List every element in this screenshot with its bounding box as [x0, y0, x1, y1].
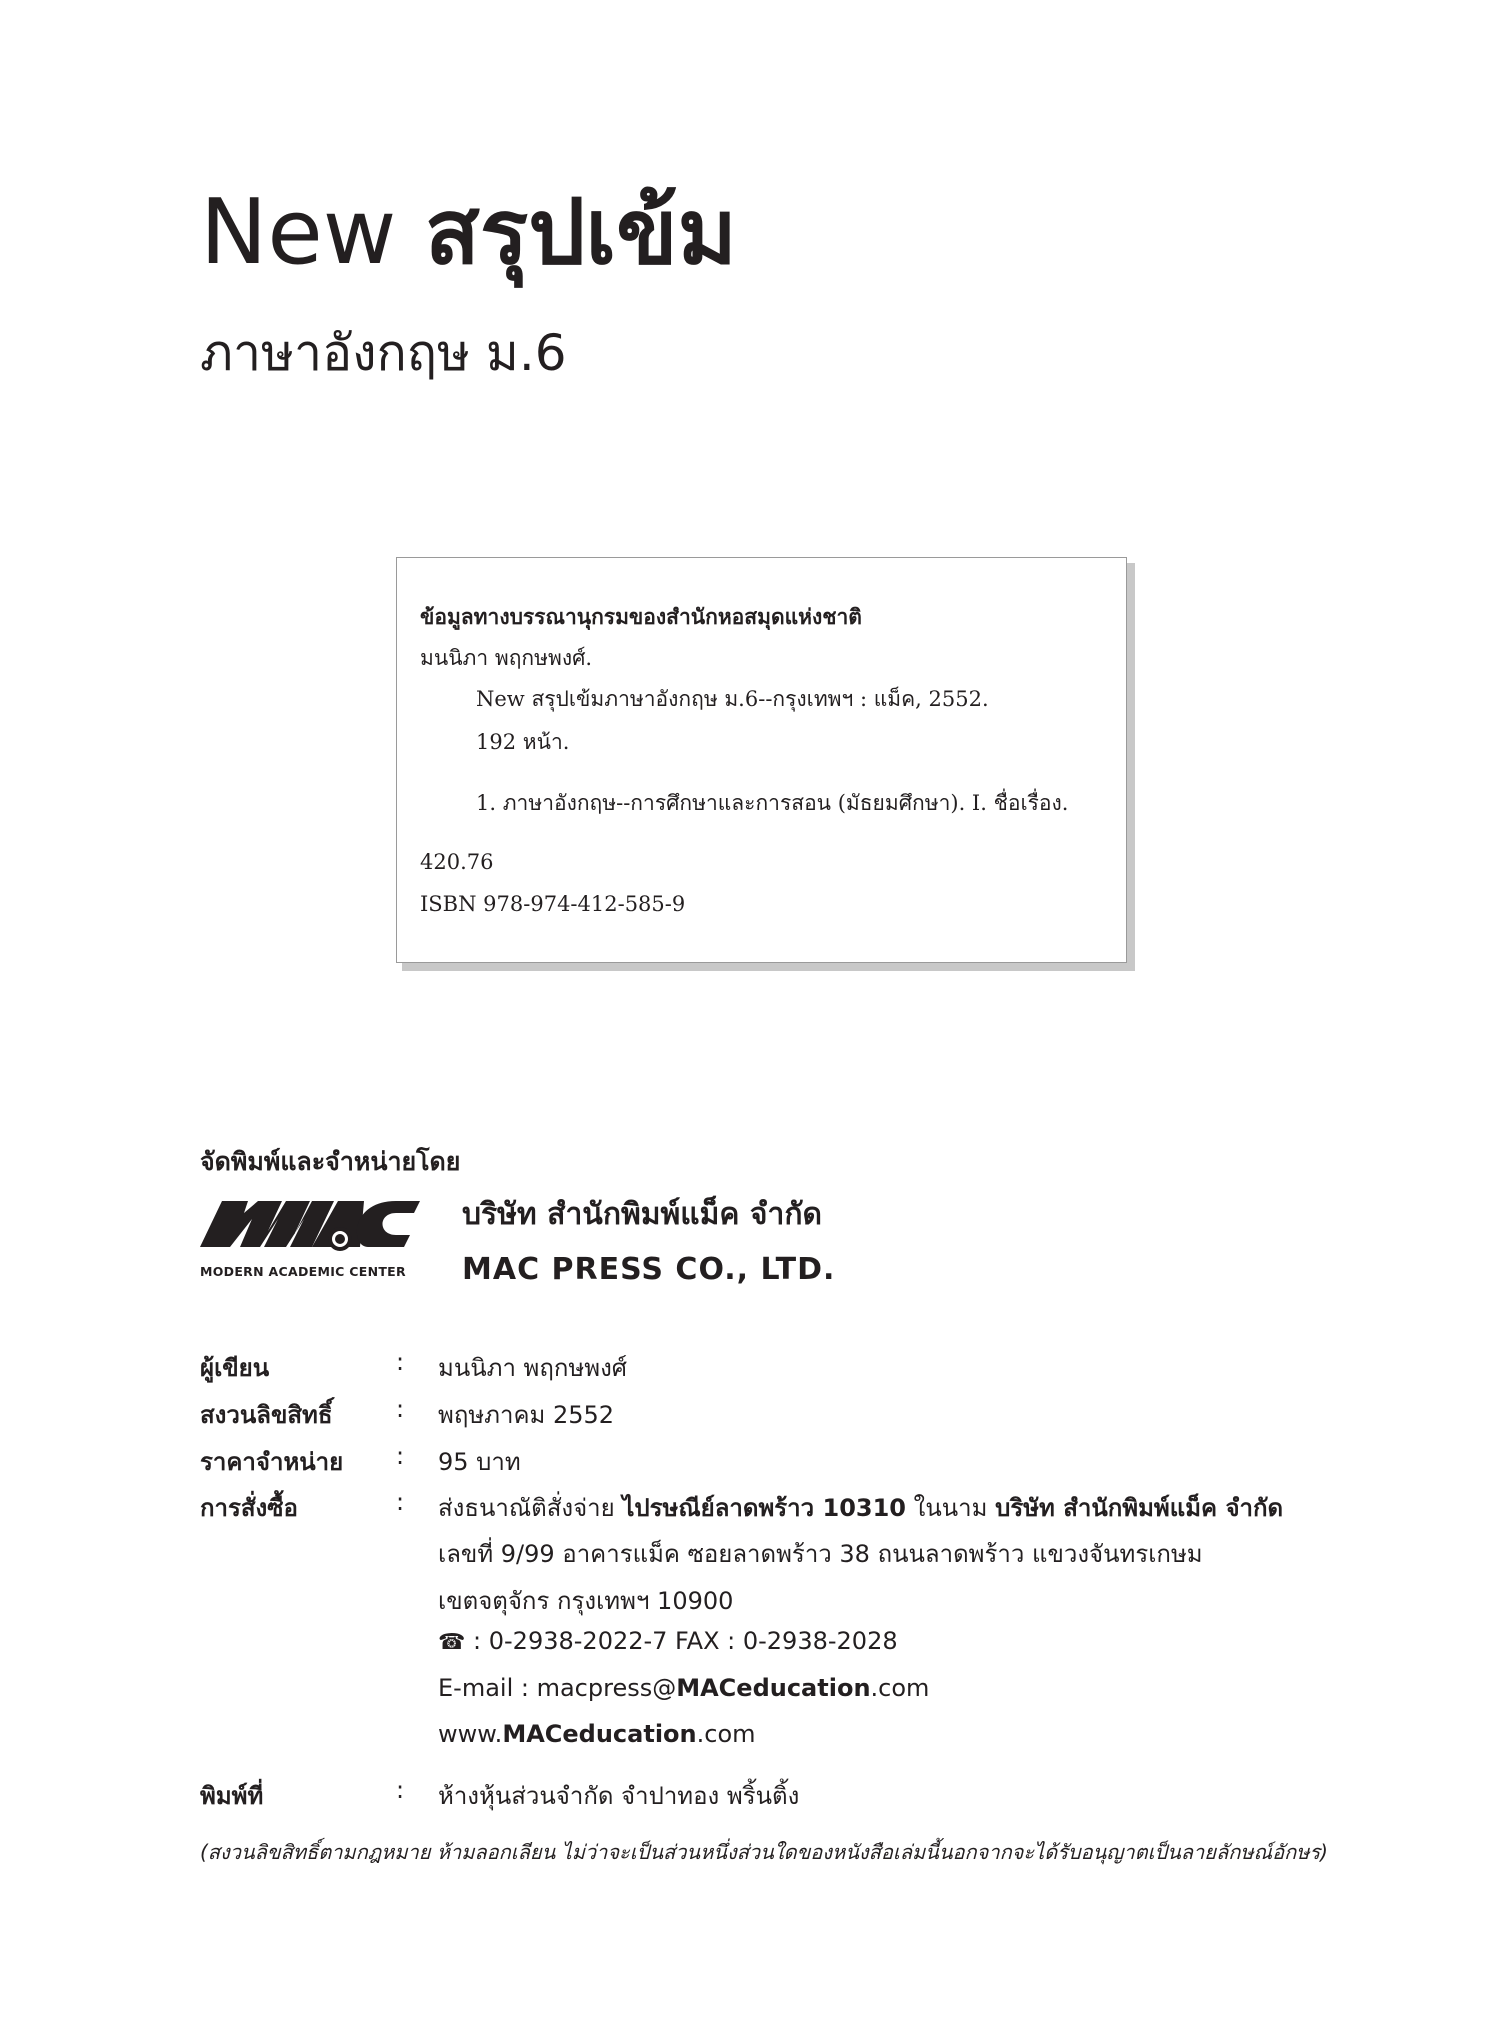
- email-line: [438, 1674, 929, 1702]
- mac-logo: [200, 1195, 420, 1285]
- web-pre: www.: [438, 1720, 503, 1748]
- title-prefix: New: [200, 180, 397, 285]
- copyright-colon: :: [396, 1395, 405, 1423]
- book-subtitle: ภาษาอังกฤษ ม.6: [200, 324, 567, 382]
- printer-colon: :: [396, 1776, 405, 1804]
- address-line-2: เขตจตุจักร กรุงเทพฯ 10900: [438, 1587, 734, 1615]
- order-colon: :: [396, 1488, 405, 1516]
- author-value: มนนิภา พฤกษพงศ์: [438, 1354, 628, 1382]
- phone-icon: ☎: [438, 1630, 466, 1655]
- cip-subject: 1. ภาษาอังกฤษ--การศึกษาและการสอน (มัธยมศึกษา). I. ชื่อเรื่อง.: [476, 791, 1069, 815]
- order-pre: ส่งธนาณัติสั่งจ่าย: [438, 1494, 623, 1522]
- order-value: [438, 1488, 1283, 1527]
- printer-label: พิมพ์ที่: [200, 1782, 264, 1810]
- price-colon: :: [396, 1442, 405, 1470]
- order-label: การสั่งซื้อ: [200, 1494, 298, 1522]
- order-mid: ในนาม: [906, 1494, 996, 1522]
- phone-line: [438, 1627, 898, 1655]
- cip-classification: 420.76: [420, 850, 494, 874]
- book-title: [200, 178, 737, 288]
- publisher-name-english: MAC PRESS CO., LTD.: [462, 1252, 836, 1287]
- price-value: 95 บาท: [438, 1448, 521, 1476]
- printer-value: ห้างหุ้นส่วนจำกัด จำปาทอง พริ้นติ้ง: [438, 1782, 800, 1810]
- address-line-1: เลขที่ 9/99 อาคารแม็ค ซอยลาดพร้าว 38 ถนนลาดพร้าว แขวงจันทรเกษม: [438, 1540, 1203, 1568]
- price-label: ราคาจำหน่าย: [200, 1448, 344, 1476]
- phone-text: : 0-2938-2022-7 FAX : 0-2938-2028: [465, 1627, 898, 1655]
- web-brand: MACeducation: [502, 1720, 697, 1748]
- order-company: บริษัท สำนักพิมพ์แม็ค จำกัด: [995, 1494, 1284, 1522]
- logo-caption: MODERN ACADEMIC CENTER: [200, 1264, 406, 1279]
- email-post: .com: [870, 1674, 930, 1702]
- web-post: .com: [696, 1720, 756, 1748]
- publisher-name-thai: บริษัท สำนักพิมพ์แม็ค จำกัด: [462, 1197, 822, 1232]
- website-line: [438, 1720, 756, 1748]
- email-brand: MACeducation: [676, 1674, 871, 1702]
- author-colon: :: [396, 1348, 405, 1376]
- cip-author: มนนิภา พฤกษพงศ์.: [420, 646, 593, 670]
- cip-isbn: ISBN 978-974-412-585-9: [420, 892, 686, 916]
- cip-pages: 192 หน้า.: [476, 730, 570, 754]
- email-pre: E-mail : macpress@: [438, 1674, 677, 1702]
- author-label: ผู้เขียน: [200, 1354, 270, 1382]
- copyright-note: (สงวนลิขสิทธิ์ตามกฎหมาย ห้ามลอกเลียน ไม่ว่าจะเป็นส่วนหนึ่งส่วนใดของหนังสือเล่มนี้นอกจากจะได้รับอนุญาตเป็นลายลักษณ์อักษร): [200, 1840, 1328, 1864]
- title-main-text: สรุปเข้ม: [424, 180, 737, 285]
- publisher-heading: จัดพิมพ์และจำหน่ายโดย: [200, 1147, 461, 1176]
- cip-card: [396, 557, 1127, 963]
- copyright-label: สงวนลิขสิทธิ์: [200, 1401, 333, 1429]
- order-post-office: ไปรษณีย์ลาดพร้าว 10310: [622, 1494, 906, 1522]
- cip-heading: ข้อมูลทางบรรณานุกรมของสำนักหอสมุดแห่งชาติ: [420, 604, 862, 629]
- cip-title-line: New สรุปเข้มภาษาอังกฤษ ม.6--กรุงเทพฯ : แม็ค, 2552.: [476, 687, 989, 711]
- copyright-value: พฤษภาคม 2552: [438, 1401, 615, 1429]
